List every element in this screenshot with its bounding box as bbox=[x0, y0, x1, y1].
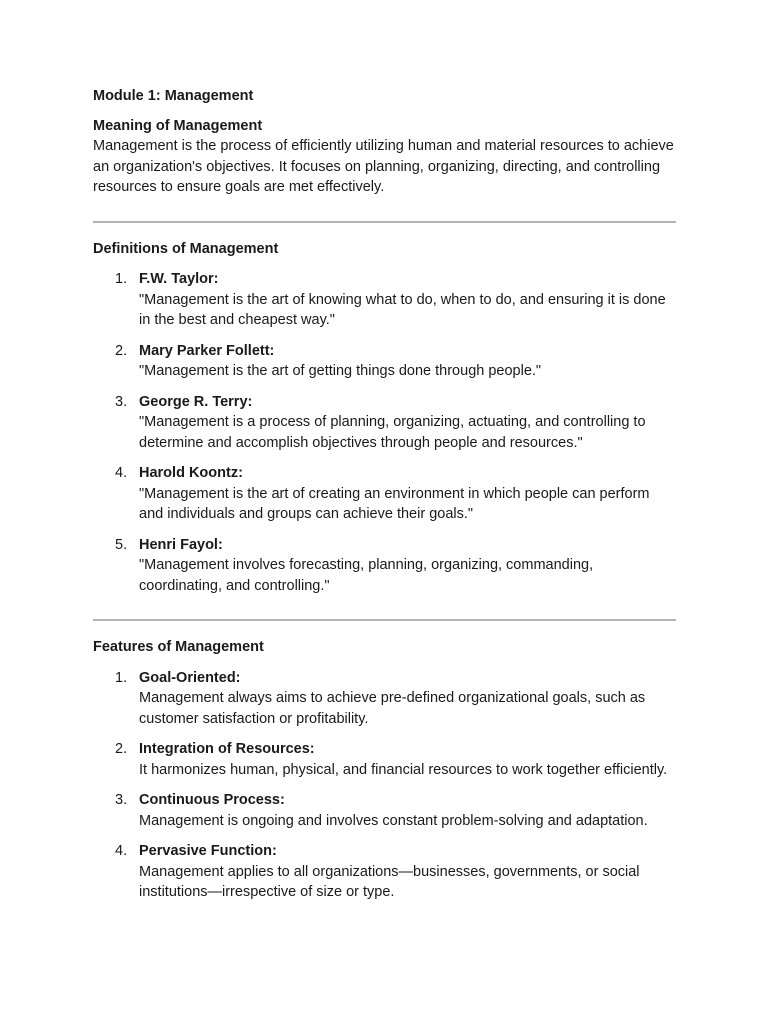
definition-author: Henri Fayol: bbox=[139, 536, 223, 553]
definition-item bbox=[93, 463, 676, 525]
features-heading: Features of Management bbox=[93, 639, 264, 655]
definition-item bbox=[93, 341, 676, 382]
list-number: 2. bbox=[115, 342, 128, 359]
list-number: 3. bbox=[115, 393, 128, 410]
list-number: 1. bbox=[115, 669, 128, 686]
definitions-heading: Definitions of Management bbox=[93, 240, 279, 257]
feature-title: Integration of Resources: bbox=[139, 741, 315, 757]
definition-item bbox=[93, 392, 676, 454]
feature-description: It harmonizes human, physical, and financial resources to work together efficiently. bbox=[139, 761, 668, 778]
feature-item bbox=[93, 790, 676, 831]
definition-item bbox=[93, 269, 676, 331]
feature-item bbox=[93, 739, 676, 780]
definition-author: F.W. Taylor: bbox=[139, 271, 219, 287]
list-number: 2. bbox=[115, 741, 128, 757]
meaning-heading: Meaning of Management bbox=[93, 117, 263, 134]
definition-quote: "Management is the art of getting things done through people." bbox=[139, 363, 542, 379]
definition-author: Harold Koontz: bbox=[139, 465, 243, 481]
feature-item bbox=[93, 841, 676, 903]
feature-description: Management always aims to achieve pre-defined organizational goals, such as customer satisfaction or profitability. bbox=[139, 690, 646, 727]
feature-description: Management is ongoing and involves constant problem-solving and adaptation. bbox=[139, 812, 648, 829]
feature-description: Management applies to all organizations—businesses, governments, or social institutions—irrespective of size or type. bbox=[139, 863, 640, 900]
definition-item bbox=[93, 535, 676, 597]
list-number: 5. bbox=[115, 536, 128, 553]
definition-quote: "Management is a process of planning, organizing, actuating, and controlling to determine and accomplish objectives through people and resources." bbox=[139, 414, 646, 451]
definition-author: Mary Parker Follett: bbox=[139, 342, 275, 359]
list-number: 1. bbox=[115, 271, 128, 287]
section-divider bbox=[93, 619, 676, 621]
list-number: 3. bbox=[115, 792, 128, 808]
feature-item bbox=[93, 668, 676, 730]
list-number: 4. bbox=[115, 843, 128, 859]
definition-author: George R. Terry: bbox=[139, 393, 253, 410]
module-title: Module 1: Management bbox=[93, 88, 254, 104]
meaning-paragraph: Management is the process of efficiently utilizing human and material resources to achieve an organization's objectives. It focuses on planning, organizing, directing, and controlling resources to ensure goals are met effectively. bbox=[93, 138, 674, 195]
definitions-list bbox=[93, 269, 676, 596]
features-list bbox=[93, 668, 676, 903]
feature-title: Pervasive Function: bbox=[139, 843, 277, 859]
definition-quote: "Management involves forecasting, planning, organizing, commanding, coordinating, and controlling." bbox=[139, 557, 594, 594]
definition-quote: "Management is the art of creating an environment in which people can perform and individuals and groups can achieve their goals." bbox=[139, 485, 650, 522]
section-divider bbox=[93, 221, 676, 223]
feature-title: Goal-Oriented: bbox=[139, 669, 241, 686]
definition-quote: "Management is the art of knowing what to do, when to do, and ensuring it is done in the best and cheapest way." bbox=[139, 291, 666, 328]
list-number: 4. bbox=[115, 465, 128, 481]
document-page bbox=[93, 86, 676, 903]
feature-title: Continuous Process: bbox=[139, 792, 285, 808]
